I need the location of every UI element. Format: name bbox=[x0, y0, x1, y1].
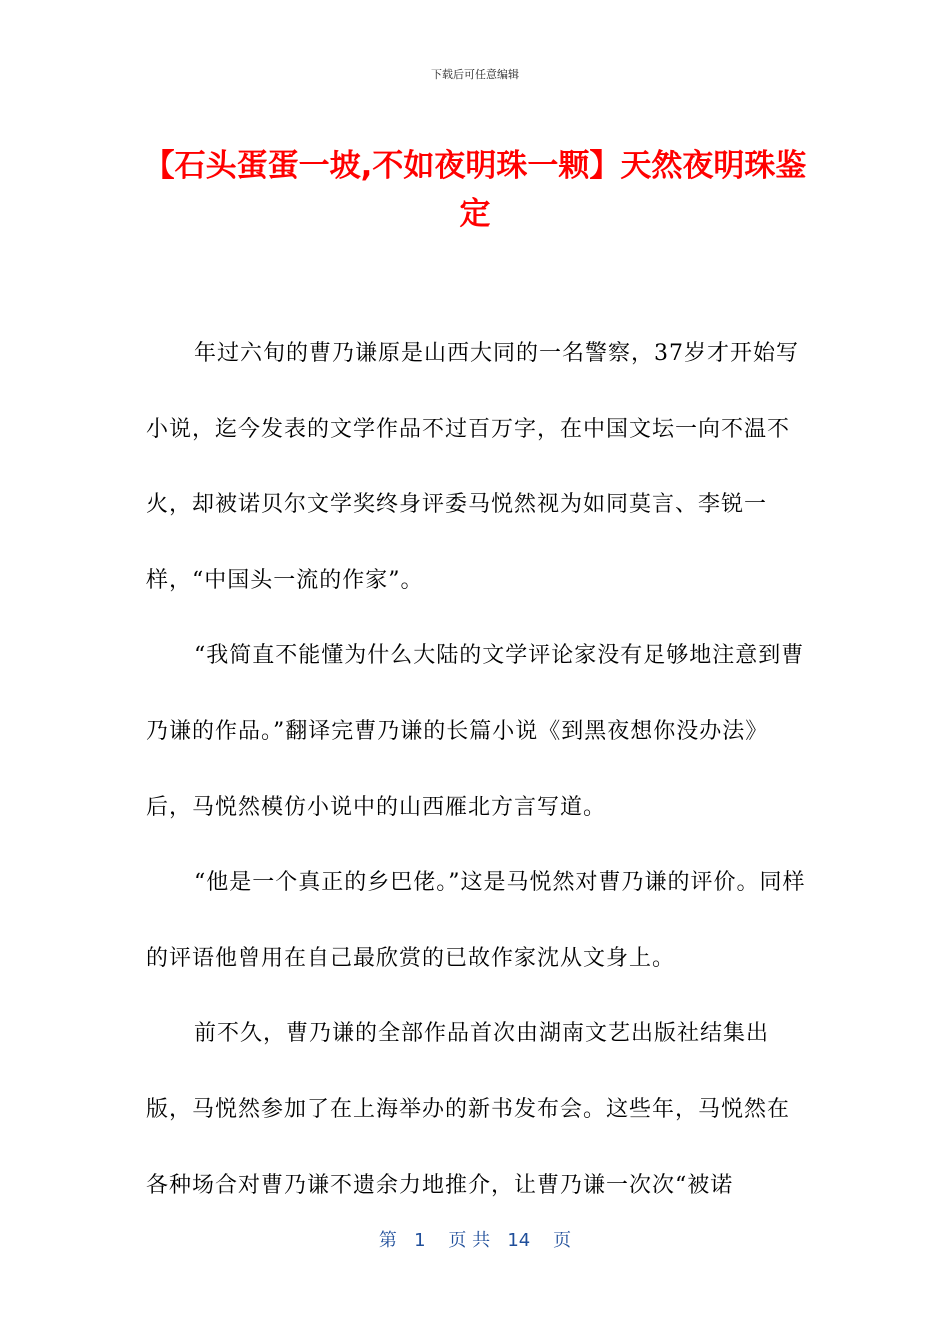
footer-total-pages: 14 bbox=[507, 1230, 531, 1251]
document-title: 【石头蛋蛋一坡,不如夜明珠一颗】天然夜明珠鉴定 bbox=[143, 148, 807, 232]
page-footer bbox=[0, 1226, 950, 1252]
paragraph-1: 年过六旬的曹乃谦原是山西大同的一名警察，37岁才开始写小说，迄今发表的文学作品不过百万字，在中国文坛一向不温不火，却被诺贝尔文学奖终身评委马悦然视为如同莫言、李锐一样，“中国头一流的作家”。 bbox=[146, 341, 799, 593]
footer-prefix: 第 bbox=[378, 1230, 397, 1251]
paragraph-4: 前不久，曹乃谦的全部作品首次由湖南文艺出版社结集出版，马悦然参加了在上海举办的新书发布会。这些年，马悦然在各种场合对曹乃谦不遗余力地推介，让曹乃谦一次次“被诺 bbox=[146, 1021, 791, 1198]
header-note: 下载后可任意编辑 bbox=[431, 68, 519, 81]
paragraph-2: “我简直不能懂为什么大陆的文学评论家没有足够地注意到曹乃谦的作品。”翻译完曹乃谦的长篇小说《到黑夜想你没办法》后，马悦然模仿小说中的山西雁北方言写道。 bbox=[146, 643, 805, 820]
footer-suffix: 页 bbox=[553, 1230, 572, 1251]
footer-middle: 页 共 bbox=[448, 1230, 491, 1251]
document-body bbox=[146, 316, 806, 1223]
paragraph-3: “他是一个真正的乡巴佬。”这是马悦然对曹乃谦的评价。同样的评语他曾用在自己最欣赏的已故作家沈从文身上。 bbox=[146, 870, 806, 971]
footer-page-number: 1 bbox=[414, 1230, 426, 1251]
